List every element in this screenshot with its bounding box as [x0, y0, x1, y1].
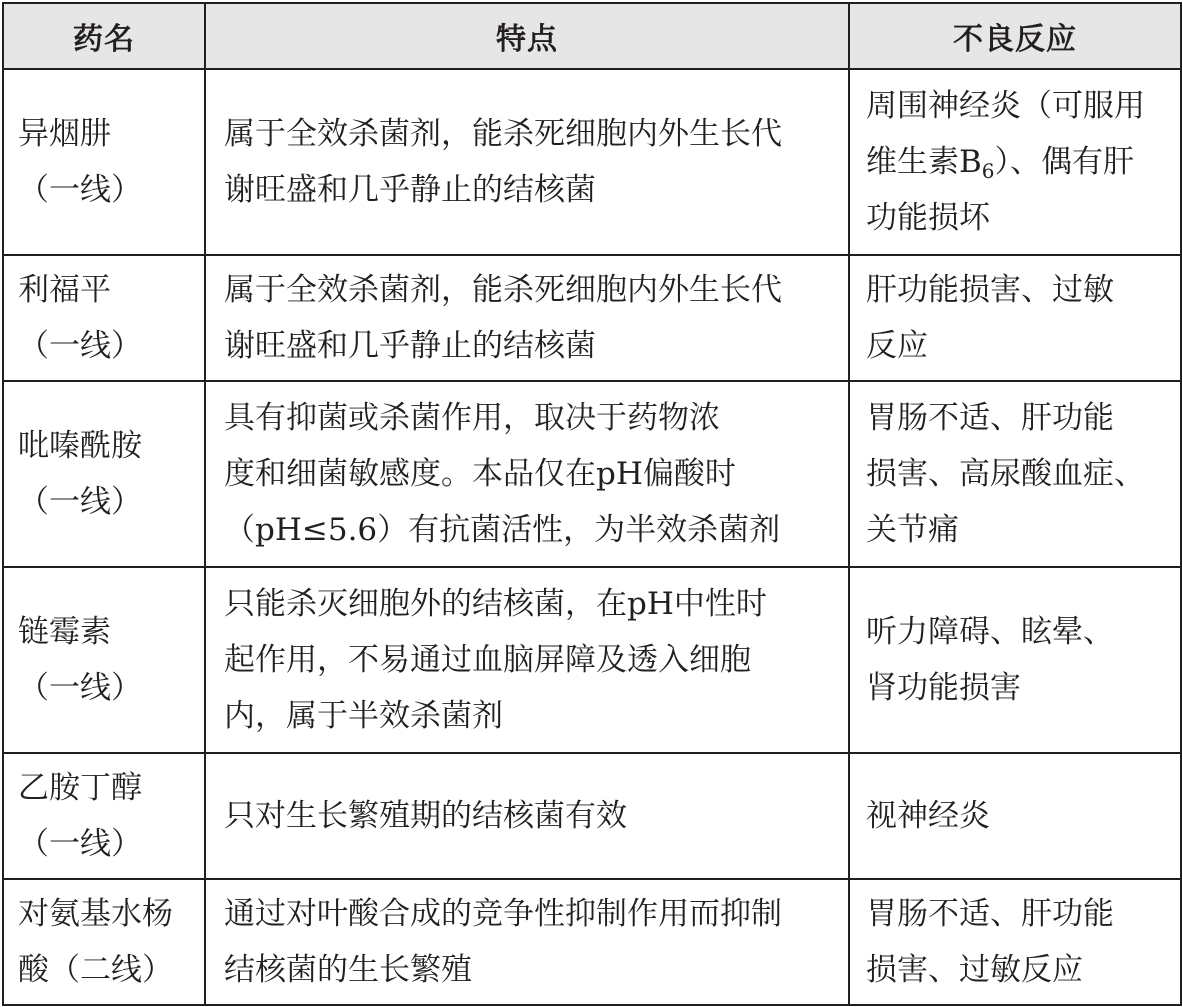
drug-name: 利福平: [18, 272, 111, 308]
feature-cell: [205, 69, 849, 255]
adverse-reaction-text: 胃肠不适、肝功能: [866, 400, 1114, 436]
feature-text: 度和细菌敏感度。本品仅在pH偏酸时: [224, 456, 736, 492]
adverse-reaction-text: 胃肠不适、肝功能: [866, 896, 1114, 932]
feature-cell: [205, 567, 849, 753]
drug-name-cell: [3, 879, 205, 1005]
adverse-reaction-cell: [849, 381, 1181, 567]
adverse-reaction-text: 维生素$B_6$）、偶有肝: [866, 144, 1135, 183]
drug-name-cell: [3, 381, 205, 567]
adverse-reaction-text: 功能损坏: [866, 200, 990, 236]
feature-text: 起作用，不易通过血脑屏障及透入细胞: [224, 642, 751, 678]
drug-line-tag: （一线）: [18, 670, 142, 706]
table-row: [3, 69, 1181, 255]
feature-text: 结核菌的生长繁殖: [224, 952, 472, 988]
drug-line-tag: （一线）: [18, 484, 142, 520]
table-row: [3, 381, 1181, 567]
adverse-reaction-text: 关节痛: [866, 512, 959, 548]
adverse-reaction-text: 损害、高尿酸血症、: [866, 456, 1145, 492]
feature-text: 谢旺盛和几乎静止的结核菌: [224, 328, 596, 364]
adverse-reaction-cell: [849, 255, 1181, 381]
adverse-reaction-text: 视神经炎: [866, 798, 990, 834]
drug-name: 链霉素: [18, 614, 111, 650]
adverse-reaction-text: 损害、过敏反应: [866, 952, 1083, 988]
drug-name-cell: [3, 69, 205, 255]
table-row: [3, 567, 1181, 753]
feature-text: 通过对叶酸合成的竞争性抑制作用而抑制: [224, 896, 782, 932]
adverse-reaction-cell: [849, 753, 1181, 879]
feature-cell: [205, 255, 849, 381]
adverse-reaction-text: 听力障碍、眩晕、: [866, 614, 1114, 650]
feature-text: 只对生长繁殖期的结核菌有效: [224, 798, 627, 834]
feature-text: 具有抑菌或杀菌作用，取决于药物浓: [224, 400, 720, 436]
drug-line-tag: （一线）: [18, 328, 142, 364]
feature-text: 只能杀灭细胞外的结核菌，在pH中性时: [224, 586, 767, 622]
drug-name: 乙胺丁醇: [18, 770, 142, 806]
drug-line-tag: （一线）: [18, 172, 142, 208]
drug-name-continued: 酸（二线）: [18, 952, 173, 988]
header-feature: 特点: [205, 3, 849, 69]
adverse-reaction-text: 周围神经炎（可服用: [866, 88, 1145, 124]
drug-name-cell: [3, 255, 205, 381]
header-row: [3, 3, 1181, 69]
table-row: [3, 255, 1181, 381]
feature-text: 谢旺盛和几乎静止的结核菌: [224, 172, 596, 208]
feature-cell: [205, 753, 849, 879]
feature-text: 属于全效杀菌剂，能杀死细胞内外生长代: [224, 116, 782, 152]
adverse-reaction-text: 反应: [866, 328, 928, 364]
adverse-reaction-cell: [849, 69, 1181, 255]
feature-text: 属于全效杀菌剂，能杀死细胞内外生长代: [224, 272, 782, 308]
drug-line-tag: （一线）: [18, 826, 142, 862]
subscript: 6: [981, 159, 995, 183]
adverse-reaction-text: 肝功能损害、过敏: [866, 272, 1114, 308]
adverse-reaction-text: 肾功能损害: [866, 670, 1021, 706]
table-row: [3, 753, 1181, 879]
feature-text: 内，属于半效杀菌剂: [224, 698, 503, 734]
header-adverse-reaction: 不良反应: [849, 3, 1181, 69]
drug-name: 异烟肼: [18, 116, 111, 152]
drug-name-cell: [3, 753, 205, 879]
feature-cell: [205, 879, 849, 1005]
drug-name-cell: [3, 567, 205, 753]
drug-name: 对氨基水杨: [18, 896, 173, 932]
adverse-reaction-cell: [849, 567, 1181, 753]
header-drug-name: 药名: [3, 3, 205, 69]
drug-name: 吡嗪酰胺: [18, 428, 142, 464]
feature-text: （pH≤5.6）有抗菌活性，为半效杀菌剂: [224, 512, 781, 548]
table-row: [3, 879, 1181, 1005]
drug-table: [2, 2, 1182, 1006]
adverse-reaction-cell: [849, 879, 1181, 1005]
feature-cell: [205, 381, 849, 567]
